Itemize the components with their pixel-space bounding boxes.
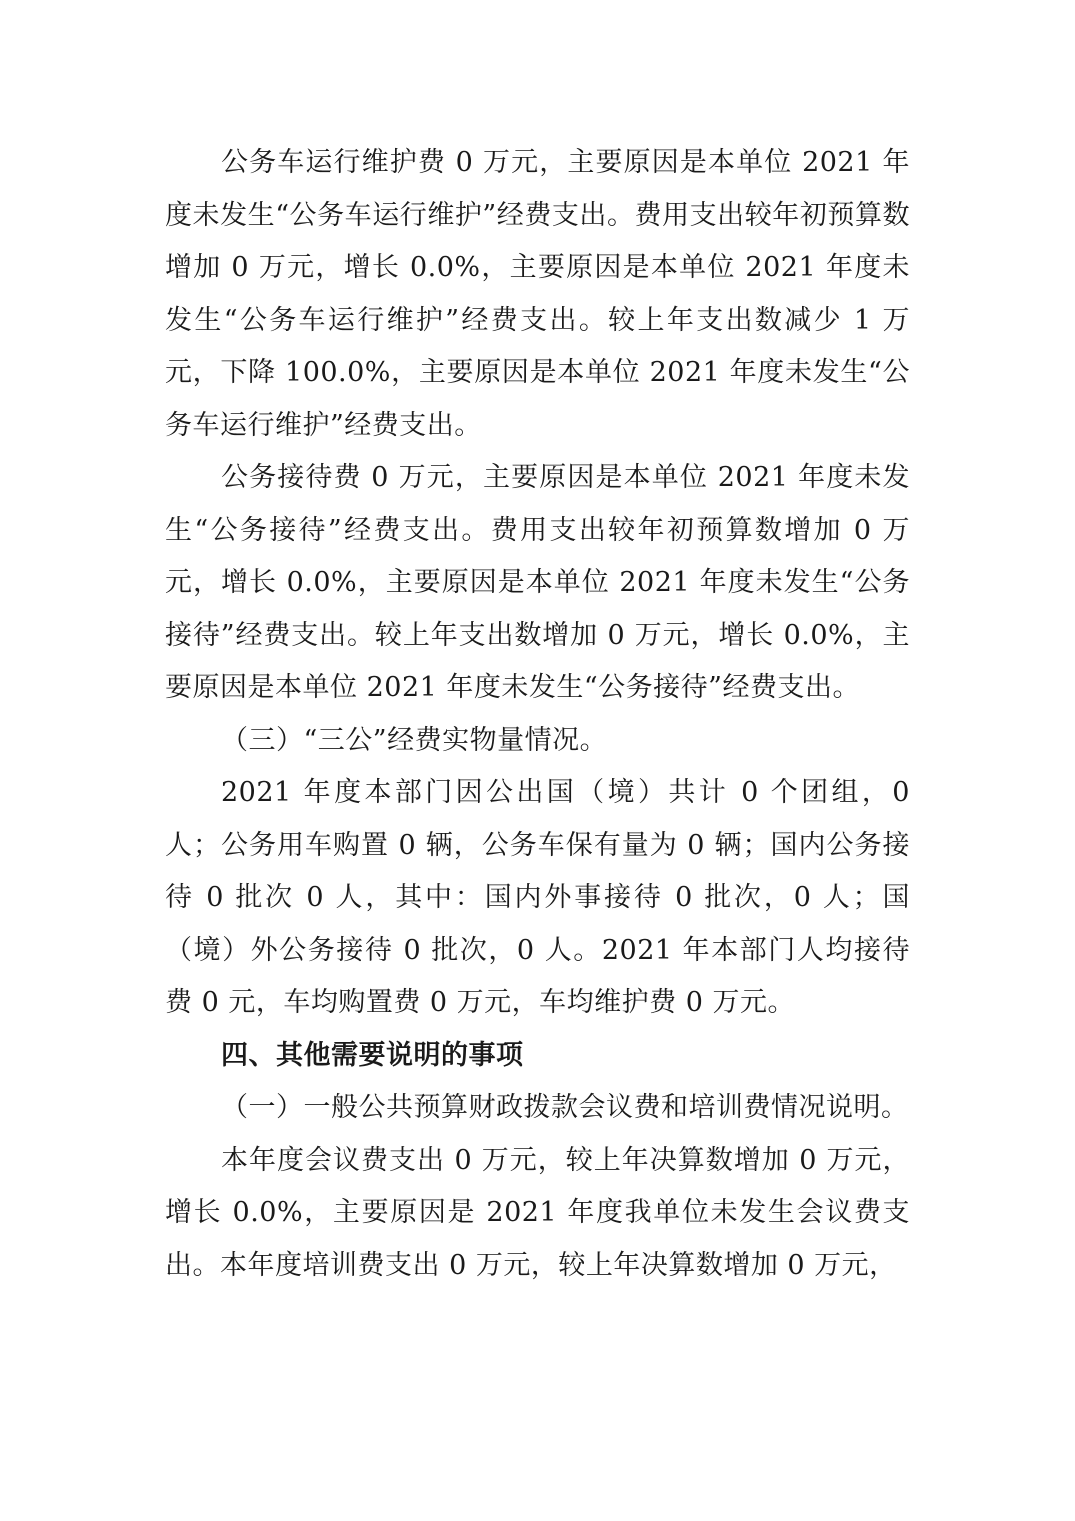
- subheading-three-public-quantity: （三）“三公”经费实物量情况。: [221, 724, 608, 756]
- subheading-meeting-training: （一）一般公共预算财政拨款会议费和培训费情况说明。: [221, 1092, 909, 1123]
- paragraph-vehicle-maintenance: 公务车运行维护费 0 万元，主要原因是本单位 2021 年度未发生“公务车运行维护”经费支出。费用支出较年初预算数增加 0 万元，增长 0.0%，主要原因是本单位 2021 年度未发生“公务车运行维护”经费支出。较上年支出数减少 1 万元，下降 100.0%，主要原因是本单位 2021 年度未发生“公务车运行维护”经费支出。: [165, 147, 910, 441]
- document-body: [165, 137, 910, 1292]
- paragraph-quantity-details: 2021 年度本部门因公出国（境）共计 0 个团组，0 人；公务用车购置 0 辆，公务车保有量为 0 辆；国内公务接待 0 批次 0 人，其中：国内外事接待 0 批次，0 人；国（境）外公务接待 0 批次，0 人。2021 年本部门人均接待费 0 元，车均购置费 0 万元，车均维护费 0 万元。: [165, 777, 910, 1018]
- paragraph-meeting-training-details: 本年度会议费支出 0 万元，较上年决算数增加 0 万元，增长 0.0%，主要原因是 2021 年度我单位未发生会议费支出。本年度培训费支出 0 万元，较上年决算数增加 0 万元，: [165, 1144, 910, 1281]
- section-heading-other-matters: 四、其他需要说明的事项: [221, 1039, 524, 1071]
- paragraph-official-reception: 公务接待费 0 万元，主要原因是本单位 2021 年度未发生“公务接待”经费支出。费用支出较年初预算数增加 0 万元，增长 0.0%，主要原因是本单位 2021 年度未发生“公务接待”经费支出。较上年支出数增加 0 万元，增长 0.0%，主要原因是本单位 2021 年度未发生“公务接待”经费支出。: [165, 462, 910, 703]
